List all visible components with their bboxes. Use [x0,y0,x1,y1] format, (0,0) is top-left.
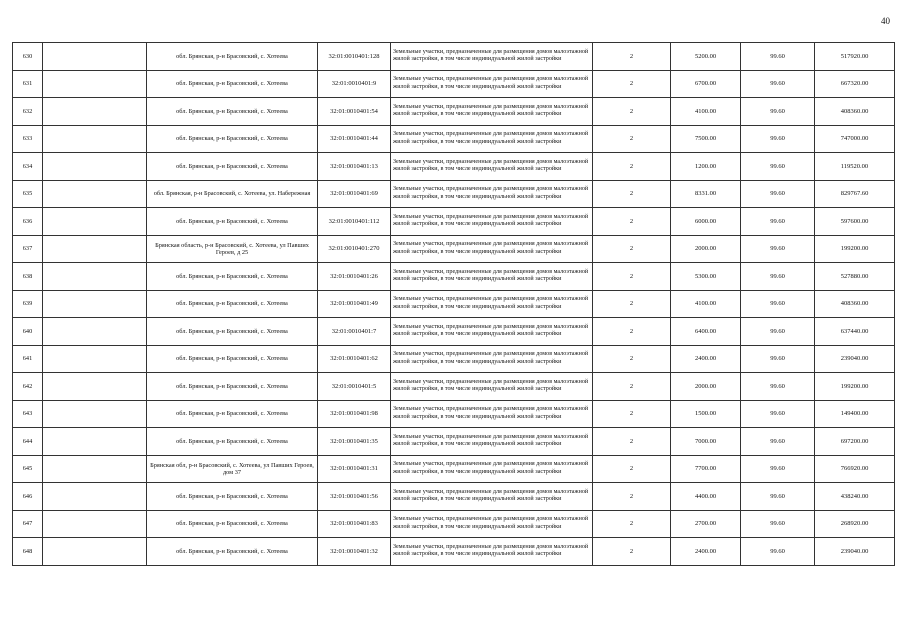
land-use-cell: Земельные участки, предназначенные для размещения домов малоэтажной жилой застройки, в том числе индивидуальной жилой застройки [391,70,593,98]
cadastral-value-cell: 829767.60 [815,180,895,208]
cadastral-value-cell: 149400.00 [815,400,895,428]
area-cell: 6400.00 [671,318,741,346]
address-cell: Брянская область, р-н Брасовский, с. Хотеева, ул Павших Героев, д 25 [147,235,318,263]
table-row [13,98,895,126]
area-cell: 2400.00 [671,538,741,566]
cadastral-number-cell: 32:01:0010401:62 [318,345,391,373]
area-cell: 4100.00 [671,98,741,126]
rate-cell: 99.60 [741,428,815,456]
table-body [13,43,895,566]
cadastral-value-cell: 199200.00 [815,235,895,263]
rate-cell: 99.60 [741,263,815,291]
row-number-cell: 635 [13,180,43,208]
table-row [13,483,895,511]
table-row [13,345,895,373]
land-use-cell: Земельные участки, предназначенные для размещения домов малоэтажной жилой застройки, в том числе индивидуальной жилой застройки [391,428,593,456]
area-cell: 7700.00 [671,455,741,483]
cadastral-value-cell: 527880.00 [815,263,895,291]
land-use-cell: Земельные участки, предназначенные для размещения домов малоэтажной жилой застройки, в том числе индивидуальной жилой застройки [391,98,593,126]
row-number-cell: 643 [13,400,43,428]
cadastral-value-cell: 637440.00 [815,318,895,346]
land-use-cell: Земельные участки, предназначенные для размещения домов малоэтажной жилой застройки, в том числе индивидуальной жилой застройки [391,510,593,538]
area-cell: 5200.00 [671,43,741,71]
table-row [13,290,895,318]
row-number-cell: 630 [13,43,43,71]
cadastral-number-cell: 32:01:0010401:49 [318,290,391,318]
category-cell: 2 [593,483,671,511]
category-cell: 2 [593,153,671,181]
cadastral-value-cell: 747000.00 [815,125,895,153]
area-cell: 2700.00 [671,510,741,538]
row-number-cell: 640 [13,318,43,346]
address-cell: обл. Брянская, р-н Брасовский, с. Хотеева [147,483,318,511]
page-number: 40 [881,16,890,26]
rate-cell: 99.60 [741,373,815,401]
cadastral-value-cell: 438240.00 [815,483,895,511]
row-number-cell: 631 [13,70,43,98]
land-use-cell: Земельные участки, предназначенные для размещения домов малоэтажной жилой застройки, в том числе индивидуальной жилой застройки [391,373,593,401]
table-row [13,510,895,538]
table-row [13,208,895,236]
cadastral-number-cell: 32:01:0010401:54 [318,98,391,126]
table-row [13,125,895,153]
address-cell: обл. Брянская, р-н Брасовский, с. Хотеева [147,263,318,291]
address-cell: обл. Брянская, р-н Брасовский, с. Хотеева [147,43,318,71]
rate-cell: 99.60 [741,483,815,511]
rate-cell: 99.60 [741,345,815,373]
blank-cell [43,98,147,126]
address-cell: обл. Брянская, р-н Брасовский, с. Хотеева [147,345,318,373]
area-cell: 6000.00 [671,208,741,236]
address-cell: обл. Брянская, р-н Брасовский, с. Хотеева [147,208,318,236]
address-cell: обл. Брянская, р-н Брасовский, с. Хотеева [147,290,318,318]
blank-cell [43,538,147,566]
category-cell: 2 [593,70,671,98]
address-cell: обл. Брянская, р-н Брасовский, с. Хотеева [147,153,318,181]
blank-cell [43,318,147,346]
address-cell: обл. Брянская, р-н Брасовский, с. Хотеева, ул. Набережная [147,180,318,208]
blank-cell [43,263,147,291]
cadastral-number-cell: 32:01:0010401:270 [318,235,391,263]
cadastral-value-cell: 199200.00 [815,373,895,401]
category-cell: 2 [593,208,671,236]
rate-cell: 99.60 [741,510,815,538]
land-use-cell: Земельные участки, предназначенные для размещения домов малоэтажной жилой застройки, в том числе индивидуальной жилой застройки [391,180,593,208]
table-row [13,43,895,71]
table-row [13,235,895,263]
cadastral-value-table [12,42,895,566]
cadastral-number-cell: 32:01:0010401:128 [318,43,391,71]
cadastral-value-cell: 697200.00 [815,428,895,456]
rate-cell: 99.60 [741,180,815,208]
table-row [13,153,895,181]
table-row [13,455,895,483]
table-row [13,428,895,456]
address-cell: обл. Брянская, р-н Брасовский, с. Хотеева [147,538,318,566]
blank-cell [43,235,147,263]
land-use-cell: Земельные участки, предназначенные для размещения домов малоэтажной жилой застройки, в том числе индивидуальной жилой застройки [391,455,593,483]
rate-cell: 99.60 [741,208,815,236]
category-cell: 2 [593,98,671,126]
rate-cell: 99.60 [741,318,815,346]
area-cell: 6700.00 [671,70,741,98]
table-row [13,70,895,98]
land-use-cell: Земельные участки, предназначенные для размещения домов малоэтажной жилой застройки, в том числе индивидуальной жилой застройки [391,125,593,153]
cadastral-number-cell: 32:01:0010401:26 [318,263,391,291]
address-cell: обл. Брянская, р-н Брасовский, с. Хотеева [147,373,318,401]
rate-cell: 99.60 [741,98,815,126]
row-number-cell: 648 [13,538,43,566]
cadastral-number-cell: 32:01:0010401:35 [318,428,391,456]
address-cell: обл. Брянская, р-н Брасовский, с. Хотеева [147,428,318,456]
cadastral-number-cell: 32:01:0010401:56 [318,483,391,511]
rate-cell: 99.60 [741,125,815,153]
blank-cell [43,373,147,401]
cadastral-number-cell: 32:01:0010401:83 [318,510,391,538]
area-cell: 5300.00 [671,263,741,291]
category-cell: 2 [593,373,671,401]
blank-cell [43,70,147,98]
row-number-cell: 639 [13,290,43,318]
blank-cell [43,345,147,373]
category-cell: 2 [593,263,671,291]
address-cell: Брянская обл, р-н Брасовский, с. Хотеева, ул Павших Героев, дом 37 [147,455,318,483]
address-cell: обл. Брянская, р-н Брасовский, с. Хотеева [147,125,318,153]
area-cell: 1200.00 [671,153,741,181]
blank-cell [43,153,147,181]
cadastral-number-cell: 32:01:0010401:5 [318,373,391,401]
land-use-cell: Земельные участки, предназначенные для размещения домов малоэтажной жилой застройки, в том числе индивидуальной жилой застройки [391,483,593,511]
cadastral-value-cell: 667320.00 [815,70,895,98]
table-row [13,180,895,208]
cadastral-number-cell: 32:01:0010401:32 [318,538,391,566]
blank-cell [43,290,147,318]
land-use-cell: Земельные участки, предназначенные для размещения домов малоэтажной жилой застройки, в том числе индивидуальной жилой застройки [391,538,593,566]
table-row [13,318,895,346]
category-cell: 2 [593,180,671,208]
area-cell: 2400.00 [671,345,741,373]
category-cell: 2 [593,428,671,456]
cadastral-number-cell: 32:01:0010401:31 [318,455,391,483]
blank-cell [43,180,147,208]
row-number-cell: 632 [13,98,43,126]
row-number-cell: 644 [13,428,43,456]
row-number-cell: 645 [13,455,43,483]
rate-cell: 99.60 [741,455,815,483]
row-number-cell: 638 [13,263,43,291]
land-use-cell: Земельные участки, предназначенные для размещения домов малоэтажной жилой застройки, в том числе индивидуальной жилой застройки [391,345,593,373]
address-cell: обл. Брянская, р-н Брасовский, с. Хотеева [147,400,318,428]
row-number-cell: 634 [13,153,43,181]
land-use-cell: Земельные участки, предназначенные для размещения домов малоэтажной жилой застройки, в том числе индивидуальной жилой застройки [391,290,593,318]
cadastral-value-cell: 239040.00 [815,538,895,566]
blank-cell [43,428,147,456]
area-cell: 7500.00 [671,125,741,153]
cadastral-number-cell: 32:01:0010401:98 [318,400,391,428]
rate-cell: 99.60 [741,235,815,263]
land-use-cell: Земельные участки, предназначенные для размещения домов малоэтажной жилой застройки, в том числе индивидуальной жилой застройки [391,43,593,71]
rate-cell: 99.60 [741,290,815,318]
cadastral-value-cell: 766920.00 [815,455,895,483]
cadastral-number-cell: 32:01:0010401:9 [318,70,391,98]
category-cell: 2 [593,345,671,373]
blank-cell [43,510,147,538]
row-number-cell: 633 [13,125,43,153]
table-row [13,538,895,566]
table-row [13,373,895,401]
blank-cell [43,455,147,483]
address-cell: обл. Брянская, р-н Брасовский, с. Хотеева [147,318,318,346]
row-number-cell: 637 [13,235,43,263]
category-cell: 2 [593,290,671,318]
cadastral-number-cell: 32:01:0010401:69 [318,180,391,208]
category-cell: 2 [593,125,671,153]
blank-cell [43,125,147,153]
land-use-cell: Земельные участки, предназначенные для размещения домов малоэтажной жилой застройки, в том числе индивидуальной жилой застройки [391,153,593,181]
table-row [13,400,895,428]
category-cell: 2 [593,43,671,71]
cadastral-number-cell: 32:01:0010401:13 [318,153,391,181]
category-cell: 2 [593,510,671,538]
blank-cell [43,208,147,236]
row-number-cell: 636 [13,208,43,236]
land-use-cell: Земельные участки, предназначенные для размещения домов малоэтажной жилой застройки, в том числе индивидуальной жилой застройки [391,208,593,236]
area-cell: 4400.00 [671,483,741,511]
cadastral-number-cell: 32:01:0010401:7 [318,318,391,346]
row-number-cell: 646 [13,483,43,511]
land-use-cell: Земельные участки, предназначенные для размещения домов малоэтажной жилой застройки, в том числе индивидуальной жилой застройки [391,318,593,346]
cadastral-value-cell: 517920.00 [815,43,895,71]
area-cell: 2000.00 [671,235,741,263]
cadastral-value-cell: 597600.00 [815,208,895,236]
category-cell: 2 [593,235,671,263]
row-number-cell: 642 [13,373,43,401]
area-cell: 1500.00 [671,400,741,428]
land-use-cell: Земельные участки, предназначенные для размещения домов малоэтажной жилой застройки, в том числе индивидуальной жилой застройки [391,235,593,263]
category-cell: 2 [593,538,671,566]
row-number-cell: 641 [13,345,43,373]
cadastral-value-cell: 119520.00 [815,153,895,181]
rate-cell: 99.60 [741,538,815,566]
land-use-cell: Земельные участки, предназначенные для размещения домов малоэтажной жилой застройки, в том числе индивидуальной жилой застройки [391,263,593,291]
blank-cell [43,400,147,428]
area-cell: 7000.00 [671,428,741,456]
cadastral-number-cell: 32:01:0010401:44 [318,125,391,153]
table-row [13,263,895,291]
rate-cell: 99.60 [741,70,815,98]
address-cell: обл. Брянская, р-н Брасовский, с. Хотеева [147,98,318,126]
cadastral-number-cell: 32:01:0010401:112 [318,208,391,236]
rate-cell: 99.60 [741,400,815,428]
rate-cell: 99.60 [741,153,815,181]
cadastral-value-cell: 408360.00 [815,290,895,318]
cadastral-value-cell: 239040.00 [815,345,895,373]
land-use-cell: Земельные участки, предназначенные для размещения домов малоэтажной жилой застройки, в том числе индивидуальной жилой застройки [391,400,593,428]
area-cell: 2000.00 [671,373,741,401]
address-cell: обл. Брянская, р-н Брасовский, с. Хотеева [147,70,318,98]
category-cell: 2 [593,400,671,428]
row-number-cell: 647 [13,510,43,538]
address-cell: обл. Брянская, р-н Брасовский, с. Хотеева [147,510,318,538]
cadastral-value-cell: 408360.00 [815,98,895,126]
blank-cell [43,43,147,71]
area-cell: 4100.00 [671,290,741,318]
area-cell: 8331.00 [671,180,741,208]
cadastral-value-cell: 268920.00 [815,510,895,538]
rate-cell: 99.60 [741,43,815,71]
category-cell: 2 [593,318,671,346]
blank-cell [43,483,147,511]
category-cell: 2 [593,455,671,483]
